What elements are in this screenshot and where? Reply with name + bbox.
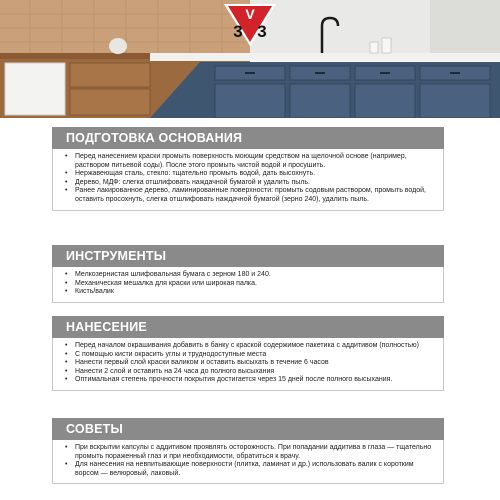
bullet-list <box>63 444 433 478</box>
bullet-list <box>63 271 433 297</box>
list-item: • Кисть/валик <box>63 288 433 297</box>
list-item: • При вскрытии капсулы с аддитивом проявлять осторожность. При попадании аддитива в глаза — тщательно промыть пораженный глаз и при необходимости, обратиться к врачу. <box>63 444 433 461</box>
svg-text:3: 3 <box>233 22 243 41</box>
hero-kitchen-photo <box>0 0 500 118</box>
list-item: • Оптимальная степень прочности покрытия достигается через 15 дней после полного высыхания. <box>63 376 433 385</box>
list-item: • Для нанесения на невпитывающие поверхности (плитка, ламинат и др.) использовать валик с коротким ворсом — велюровый, лаковый. <box>63 461 433 478</box>
section-title: ПОДГОТОВКА ОСНОВАНИЯ <box>52 127 444 149</box>
list-item: • Механическая мешалка для краски или широкая палка. <box>63 280 433 289</box>
brand-logo <box>222 4 278 46</box>
section-body <box>52 440 444 484</box>
section-title: СОВЕТЫ <box>52 418 444 440</box>
section-body <box>52 338 444 391</box>
section-application <box>52 316 444 391</box>
list-item: • Ранее лакированное дерево, ламинированные поверхности: промыть содовым раствором, промыть водой, оставить просохнуть, слегка отшлифовать наждачной бумагой (зерно 240), удалить пыль. <box>63 187 433 204</box>
section-tools <box>52 245 444 303</box>
section-tips <box>52 418 444 484</box>
list-item: • Мелкозернистая шлифовальная бумага с зерном 180 и 240. <box>63 271 433 280</box>
list-item: • С помощью кисти окрасить углы и труднодоступные места <box>63 351 433 360</box>
section-title: НАНЕСЕНИЕ <box>52 316 444 338</box>
bullet-list <box>63 153 433 205</box>
list-item: • Нанести первый слой краски валиком и оставить высыхать в течение 6 часов <box>63 359 433 368</box>
list-item: • Перед началом окрашивания добавить в банку с краской содержимое пакетика с аддитивом (полностью) <box>63 342 433 351</box>
list-item: • Нанести 2 слой и оставить на 24 часа до полного высыхания <box>63 368 433 377</box>
bullet-list <box>63 342 433 385</box>
v33-logo-icon <box>222 4 278 46</box>
section-body <box>52 267 444 303</box>
svg-text:V: V <box>245 6 255 22</box>
section-body <box>52 149 444 211</box>
list-item: • Перед нанесением краски промыть поверхность моющим средством на щелочной основе (например, раствором питьевой соды). После этого промыть чистой водой и просушить. <box>63 153 433 170</box>
list-item: • Нержавеющая сталь, стекло: тщательно промыть водой, дать высохнуть. <box>63 170 433 179</box>
section-preparation <box>52 127 444 211</box>
svg-text:3: 3 <box>257 22 267 41</box>
section-title: ИНСТРУМЕНТЫ <box>52 245 444 267</box>
list-item: • Дерево, МДФ: слегка отшлифовать наждачной бумагой и удалить пыль. <box>63 179 433 188</box>
